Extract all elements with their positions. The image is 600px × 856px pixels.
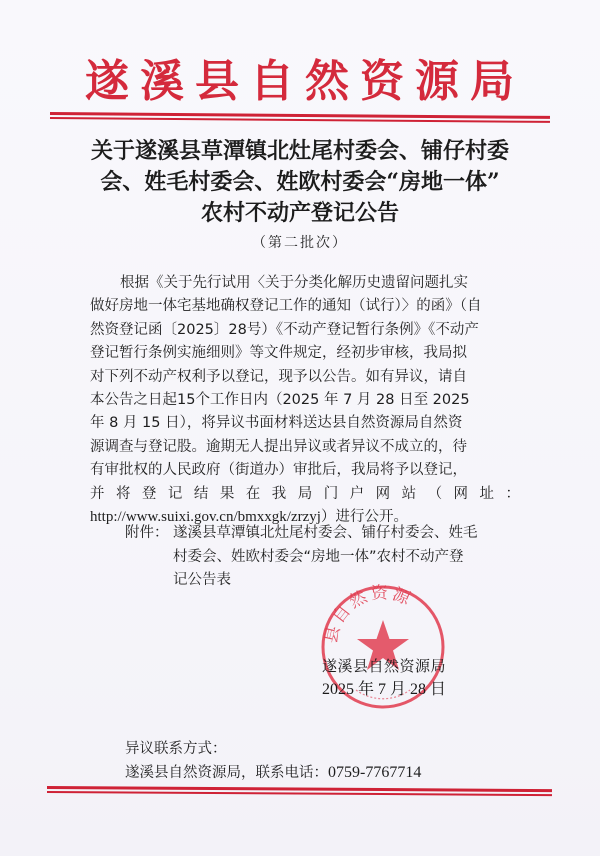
title-line: 关于遂溪县草潭镇北灶尾村委会、铺仔村委	[90, 138, 509, 164]
body-line: 年 8 月 15 日），将异议书面材料送达县自然资源局自然资	[90, 415, 463, 432]
batch-subtitle: （第二批次）	[252, 235, 348, 251]
svg-text:县自然资源: 县自然资源	[321, 583, 416, 646]
body-line: 对下列不动产权利予以登记，现予以公告。如有异议，请自	[90, 368, 467, 385]
notice-title	[60, 136, 540, 229]
signature-org: 遂溪县自然资源局	[322, 657, 447, 675]
contact-phone: 0759-7767714	[328, 764, 422, 781]
body-line: 源调查与登记股。逾期无人提出异议或者异议不成立的，待	[90, 438, 467, 455]
signature-date: 2025 年 7 月 28 日	[322, 681, 447, 698]
body-line: 有审批权的人民政府（街道办）审批后，我局将予以登记，	[90, 462, 467, 479]
footer-red-rule-thin	[47, 791, 552, 796]
attachment-line: 记公告表	[173, 572, 231, 588]
url-suffix: ）进行公开。	[320, 509, 408, 526]
attachment-line: 村委会、姓欧村委会“房地一体”农村不动产登	[173, 548, 464, 565]
title-line: 农村不动产登记公告	[200, 200, 399, 226]
letterhead-org-name: 遂溪县自然资源局	[85, 56, 525, 107]
body-line: 根据《关于先行试用〈关于分类化解历史遗留问题扎实	[120, 275, 468, 291]
contact-heading: 异议联系方式：	[125, 741, 227, 757]
body-line: 并将登记结果在我局门户网站（网址：	[90, 485, 520, 502]
portal-url-link[interactable]: http://www.suixi.gov.cn/bmxxgk/zrzyj	[90, 509, 321, 526]
body-line: 做好房地一体宅基地确权登记工作的通知（试行）〉的函》（自	[90, 298, 482, 315]
title-line: 会、姓毛村委会、姓欧村委会“房地一体”	[100, 169, 500, 195]
attachment-label: 附件：	[125, 525, 169, 541]
body-line: 登记暂行条例实施细则》等文件规定，经初步审核，我局拟	[90, 345, 467, 362]
contact-block	[125, 738, 421, 785]
contact-org: 遂溪县自然资源局，联系电话：	[125, 765, 328, 781]
notice-body	[90, 272, 520, 529]
body-line: 然资登记函〔2025〕28号）《不动产登记暂行条例》《不动产	[90, 321, 479, 338]
signature-block	[322, 655, 446, 701]
attachment-line: 遂溪县草潭镇北灶尾村委会、铺仔村委会、姓毛	[173, 525, 478, 541]
contact-line	[125, 761, 421, 785]
body-line: 本公告之日起15个工作日内（2025 年 7 月 28 日至 2025	[90, 392, 470, 409]
